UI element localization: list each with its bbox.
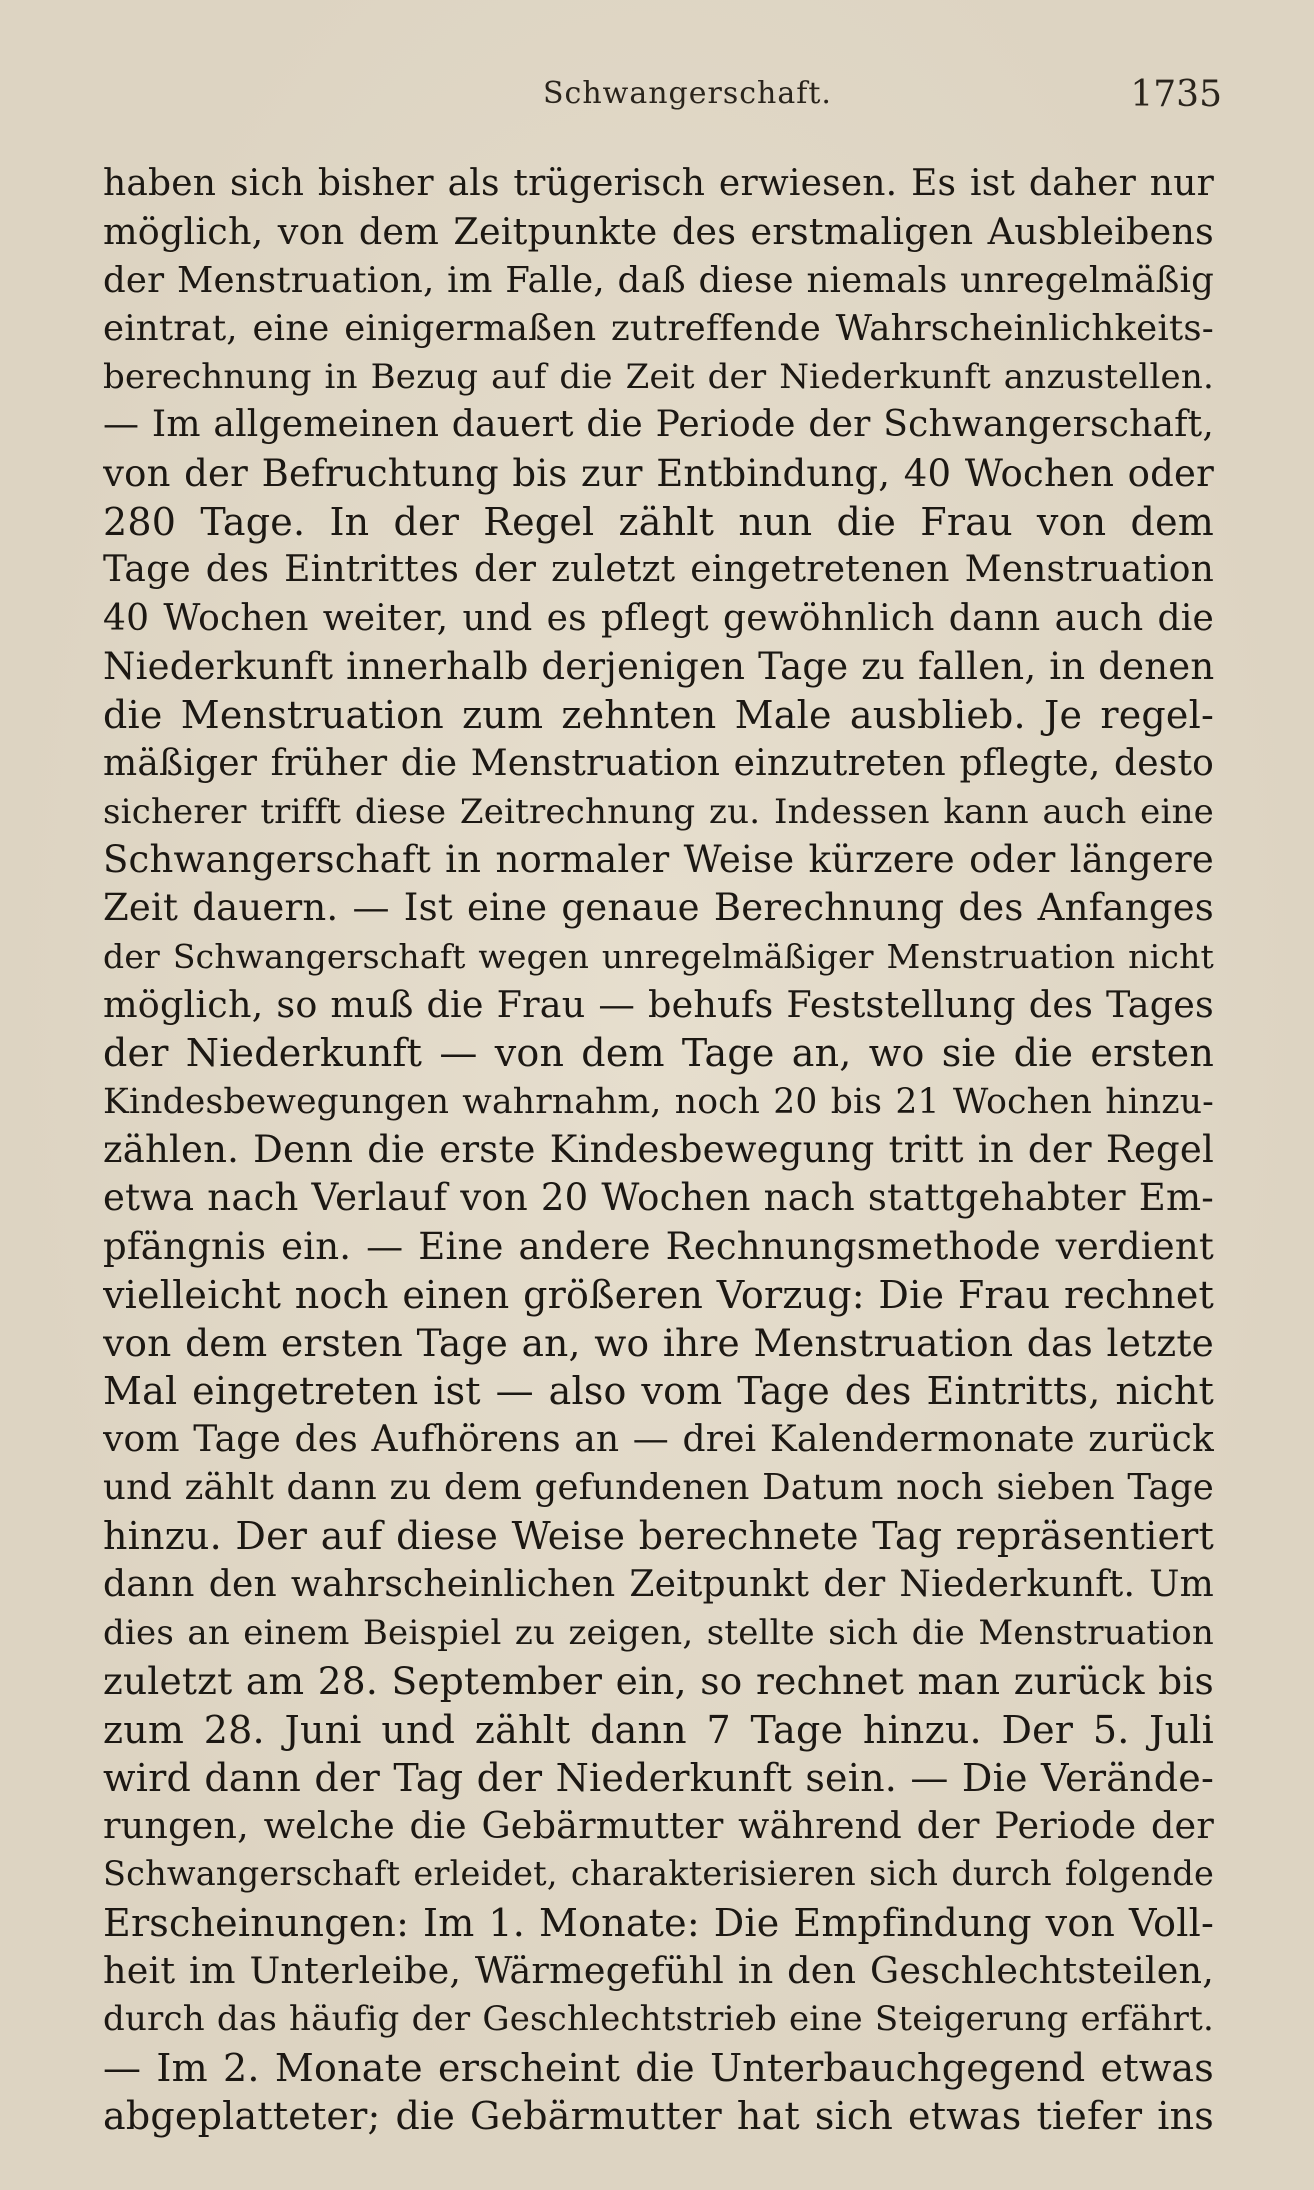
text-line: möglich, von dem Zeitpunkte des erstmaligen Ausbleibens [103,210,1214,254]
text-line: etwa nach Verlauf von 20 Wochen nach stattgehabter Em- [103,1176,1214,1220]
text-line: von dem ersten Tage an, wo ihre Menstruation das letzte [103,1321,1214,1366]
text-line: dann den wahrscheinlichen Zeitpunkt der Niederkunft. Um [103,1563,1214,1605]
text-line: berechnung in Bezug auf die Zeit der Niederkunft anzustellen. [103,357,1214,398]
text-line: sicherer trifft diese Zeitrechnung zu. Indessen kann auch eine [103,791,1214,832]
text-line: möglich, so muß die Frau — behufs Feststellung des Tages [103,983,1214,1027]
text-line: hinzu. Der auf diese Weise berechnete Tag repräsentiert [103,1514,1214,1559]
text-line: von der Befruchtung bis zur Entbindung, 40 Wochen oder [103,451,1214,495]
text-line: zum 28. Juni und zählt dann 7 Tage hinzu. Der 5. Juli [103,1707,1214,1752]
text-line: vom Tage des Aufhörens an — drei Kalendermonate zurück [103,1418,1214,1460]
text-line: durch das häufig der Geschlechtstrieb eine Steigerung erfährt. [103,1999,1214,2040]
page-header [103,68,1222,128]
text-line: mäßiger früher die Menstruation einzutreten pflegte, desto [103,742,1214,784]
text-line: zuletzt am 28. September ein, so rechnet man zurück bis [103,1659,1214,1704]
text-line: haben sich bisher als trügerisch erwiesen. Es ist daher nur [103,163,1214,204]
body-text [103,160,1214,2140]
text-line: dies an einem Beispiel zu zeigen, stellte sich die Menstruation [103,1612,1214,1653]
text-line: 280 Tage. In der Regel zählt nun die Frau von dem [103,500,1214,545]
text-line: der Schwangerschaft wegen unregelmäßiger Menstruation nicht [103,936,1214,976]
text-line: die Menstruation zum zehnten Male ausblieb. Je regel- [103,693,1214,738]
text-line: Kindesbewegungen wahrnahm, noch 20 bis 21 Wochen hinzu- [103,1081,1214,1122]
text-line: Zeit dauern. — Ist eine genaue Berechnung des Anfanges [103,886,1214,930]
text-line: rungen, welche die Gebärmutter während der Periode der [103,1804,1214,1848]
text-line: abgeplatteter; die Gebärmutter hat sich etwas tiefer ins [103,2093,1214,2138]
text-line: Schwangerschaft erleidet, charakterisieren sich durch folgende [103,1854,1214,1894]
text-line: Niederkunft innerhalb derjenigen Tage zu fallen, in denen [103,644,1214,688]
text-line: Erscheinungen: Im 1. Monate: Die Empfindung von Voll- [103,1900,1214,1945]
text-line: Tage des Eintrittes der zuletzt eingetretenen Menstruation [103,549,1214,591]
text-line: zählen. Denn die erste Kindesbewegung tritt in der Regel [103,1127,1214,1171]
text-line: eintrat, eine einigermaßen zutreffende Wahrscheinlichkeits- [103,307,1214,349]
text-line: — Im 2. Monate erscheint die Unterbauchgegend etwas [103,2045,1214,2090]
text-line: — Im allgemeinen dauert die Periode der Schwangerschaft, [103,404,1214,446]
text-line: wird dann der Tag der Niederkunft sein. — Die Verände- [103,1755,1214,1800]
text-line: vielleicht noch einen größeren Vorzug: Die Frau rechnet [103,1272,1214,1317]
text-line: Schwangerschaft in normaler Weise kürzere oder längere [103,838,1214,882]
text-line: pfängnis ein. — Eine andere Rechnungsmethode verdient [103,1224,1214,1268]
text-line: Mal eingetreten ist — also vom Tage des Eintritts, nicht [103,1369,1214,1414]
page-number: 1735 [1130,74,1222,115]
text-line: 40 Wochen weiter, und es pflegt gewöhnlich dann auch die [103,597,1214,639]
running-head: Schwangerschaft. [543,76,832,111]
text-line: der Menstruation, im Falle, daß diese niemals unregelmäßig [103,259,1214,301]
text-line: der Niederkunft — von dem Tage an, wo sie die ersten [103,1031,1214,1076]
text-line: heit im Unterleibe, Wärmegefühl in den Geschlechtsteilen, [103,1948,1214,1992]
text-line: und zählt dann zu dem gefundenen Datum noch sieben Tage [103,1467,1214,1509]
